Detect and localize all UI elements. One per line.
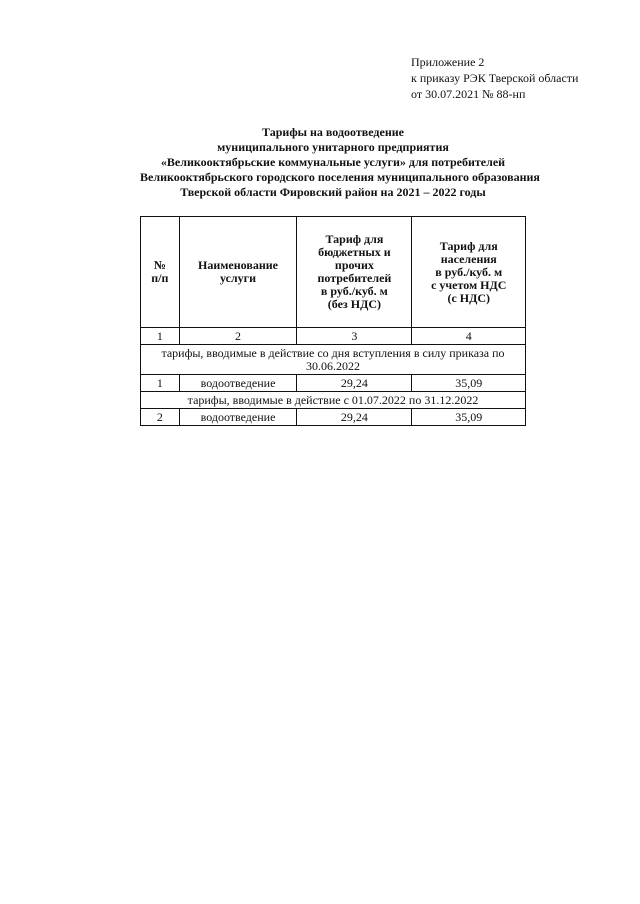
title-line-2: муниципального унитарного предприятия — [217, 140, 449, 154]
title-line-3: «Великооктябрьские коммунальные услуги» для потребителей — [160, 155, 506, 169]
header-tariff-no-vat-line: прочих — [334, 258, 374, 272]
header-tariff-vat-line: (с НДС) — [447, 290, 491, 305]
header-tariff-vat-line: в руб./куб. м — [435, 264, 503, 279]
header-tariff-no-vat-line: потребителей — [317, 271, 392, 285]
column-number-row — [141, 328, 526, 345]
header-tariff-no-vat-line: Тариф для — [325, 232, 384, 246]
column-number: 2 — [179, 328, 297, 345]
row-service: водоотведение — [179, 375, 297, 392]
row-number: 1 — [141, 375, 180, 392]
table-row — [141, 409, 526, 426]
column-number: 3 — [297, 328, 412, 345]
header-number-line: № — [153, 258, 166, 272]
row-tariff-vat: 35,09 — [412, 375, 526, 392]
document-title — [140, 125, 540, 200]
section-label-2: тарифы, вводимые в действие с 01.07.2022 по 31.12.2022 — [141, 392, 526, 409]
header-tariff-no-vat — [297, 217, 412, 328]
title-line-5: Тверской области Фировский район на 2021 – 2022 годы — [180, 185, 486, 199]
header-tariff-no-vat-line: в руб./куб. м — [320, 284, 388, 298]
row-number: 2 — [141, 409, 180, 426]
section-row-1 — [141, 345, 526, 375]
header-tariff-vat-line: с учетом НДС — [431, 277, 507, 292]
header-number-line: п/п — [151, 271, 169, 285]
table-header-row — [141, 217, 526, 328]
header-tariff-no-vat-line: бюджетных и — [318, 245, 391, 259]
header-tariff-no-vat-line: (без НДС) — [327, 297, 382, 311]
row-tariff-no-vat: 29,24 — [297, 375, 412, 392]
table-row — [141, 375, 526, 392]
header-service-line: Наименование — [198, 258, 278, 272]
row-tariff-no-vat: 29,24 — [297, 409, 412, 426]
appendix-line-2: к приказу РЭК Тверской области — [411, 71, 579, 85]
row-service: водоотведение — [179, 409, 297, 426]
title-line-1: Тарифы на водоотведение — [262, 125, 404, 139]
appendix-line-1: Приложение 2 — [411, 55, 485, 69]
header-tariff-vat-line: населения — [440, 251, 497, 266]
appendix-header — [411, 54, 578, 102]
header-number — [141, 217, 180, 328]
header-tariff-vat — [412, 217, 526, 328]
column-number: 4 — [412, 328, 526, 345]
title-line-4: Великооктябрьского городского поселения муниципального образования — [140, 170, 540, 184]
column-number: 1 — [141, 328, 180, 345]
section-row-2 — [141, 392, 526, 409]
tariff-table — [140, 216, 526, 426]
header-service-line: услуги — [219, 271, 257, 285]
header-service-name — [179, 217, 297, 328]
section-label-1: тарифы, вводимые в действие со дня вступления в силу приказа по 30.06.2022 — [141, 345, 526, 375]
appendix-line-3: от 30.07.2021 № 88-нп — [411, 87, 526, 101]
header-tariff-vat-line: Тариф для — [439, 238, 498, 253]
row-tariff-vat: 35,09 — [412, 409, 526, 426]
